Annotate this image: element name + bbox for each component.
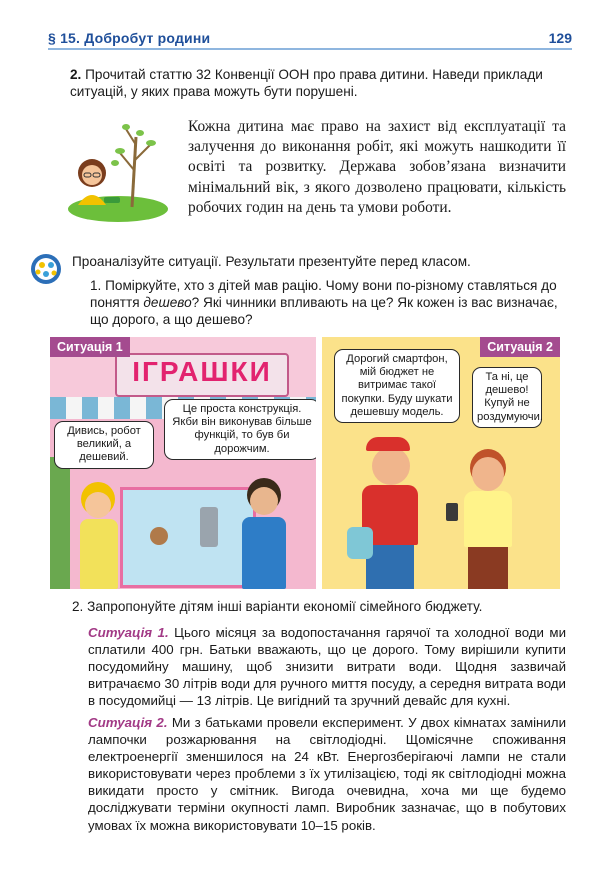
task-2-number: 2.: [70, 67, 82, 82]
speech-bubble-3: Дорогий смартфон, мій бюджет не витримає такої покупки. Буду шукати дешевшу модель.: [334, 349, 460, 423]
boy-pants: [468, 547, 508, 589]
situation-2-text: Ми з батьками провели експеримент. У двох кімнатах замінили лампочки розжарювання на світлодіодні. Щомісячне споживання електроенергії зменшилося на 24 кВт. Енергозберігаючі лампи не стали використовувати через проблеми з їх утилізацією, тоді як світлодіодні можна викидати просто у смітник. Вигода очевидна, хоча ми ще будемо досліджувати терміни окупності ламп. Виробник зазначає, що в побутових умовах їх можна використовувати 10–15 років.: [88, 715, 566, 833]
smartphone: [446, 503, 458, 521]
boy-yellow-shirt: [464, 491, 512, 547]
robot-toy: [200, 507, 218, 547]
girl-dress: [80, 519, 118, 589]
teddy-bear-toy: [150, 527, 168, 545]
comic-illustration: [50, 337, 560, 589]
question-1-text-start: Поміркуйте, хто з дітей мав рацію. Чому вони по-різному ставляться до поняття: [90, 278, 557, 310]
boy-character: [250, 487, 278, 515]
situation-1-panel: [50, 337, 316, 589]
backpack: [347, 527, 373, 559]
section-title: § 15. Добробут родини: [48, 30, 211, 46]
boy-jeans: [366, 545, 414, 589]
boy-glasses-character: [472, 457, 504, 491]
boy-shirt: [242, 517, 286, 589]
red-cap: [366, 437, 410, 451]
speech-bubble-2: Це проста конструкція. Якби він виконував більше функцій, то був би дорожчим.: [164, 399, 316, 460]
question-1-number: 1.: [90, 278, 102, 293]
question-2-number: 2.: [72, 599, 84, 614]
analyze-instruction: Проаналізуйте ситуації. Результати презентуйте перед класом.: [72, 254, 471, 269]
convention-quote: Кожна дитина має право на захист від експлуатації та залучення до виконання робіт, які можуть нашкодити її освіті та розвитку. Держава зобов’язана визначити мінімальний вік, з якого дозволено працювати, кількість робочих годин на день та умови роботи.: [188, 118, 566, 216]
question-1-text-end: ? Які чинники впливають на це? Як кожен із вас визначає, що дорого, а що дешево?: [90, 295, 558, 327]
question-1: [90, 277, 568, 328]
question-1-italic-word: дешево: [143, 295, 192, 310]
plant-left: [50, 457, 70, 589]
situation-2-panel: [322, 337, 560, 589]
speech-bubble-1: Дивись, робот великий, а дешевий.: [54, 421, 154, 469]
shop-sign-text: ІГРАШКИ: [132, 356, 272, 387]
situation-2-label: Ситуація 2: [480, 337, 560, 357]
shop-window: [120, 487, 256, 588]
task-2-text: Прочитай статтю 32 Конвенції ООН про права дитини. Наведи приклади ситуацій, у яких права можуть бути порушені.: [70, 67, 543, 99]
situation-1-paragraph: [88, 624, 566, 709]
speech-bubble-4: Та ні, це дешево! Купуй не роздумуючи.: [472, 367, 542, 428]
question-2-text: Запропонуйте дітям інші варіанти економії сімейного бюджету.: [87, 599, 483, 614]
girl-planting-tree-illustration: [60, 115, 172, 225]
group-work-icon: [30, 253, 62, 285]
situation-1-text: Цього місяця за водопостачання гарячої та холодної води ми сплатили 400 грн. Батьки вважають, що це дорого. Тому вирішили купити посудомийну машину, щоб знизити витрати води. Щодня зазвичай витрачаємо 30 літрів води для ручного миття посуду, а середня витрата води в посудомийці — 13 літрів. Це вигідний та зручний девайс для кухні.: [88, 625, 566, 709]
task-2-prompt: [70, 66, 566, 100]
situation-1-label: Ситуація 1: [50, 337, 130, 357]
situation-2-paragraph: [88, 714, 566, 834]
situation-2-heading: Ситуація 2.: [88, 715, 168, 730]
situation-1-heading: Ситуація 1.: [88, 625, 169, 640]
header-divider: [48, 48, 572, 50]
question-2: [72, 599, 482, 614]
boy-red-cap-character: [372, 447, 410, 485]
girl-character: [85, 492, 111, 518]
page-number: 129: [548, 30, 572, 46]
